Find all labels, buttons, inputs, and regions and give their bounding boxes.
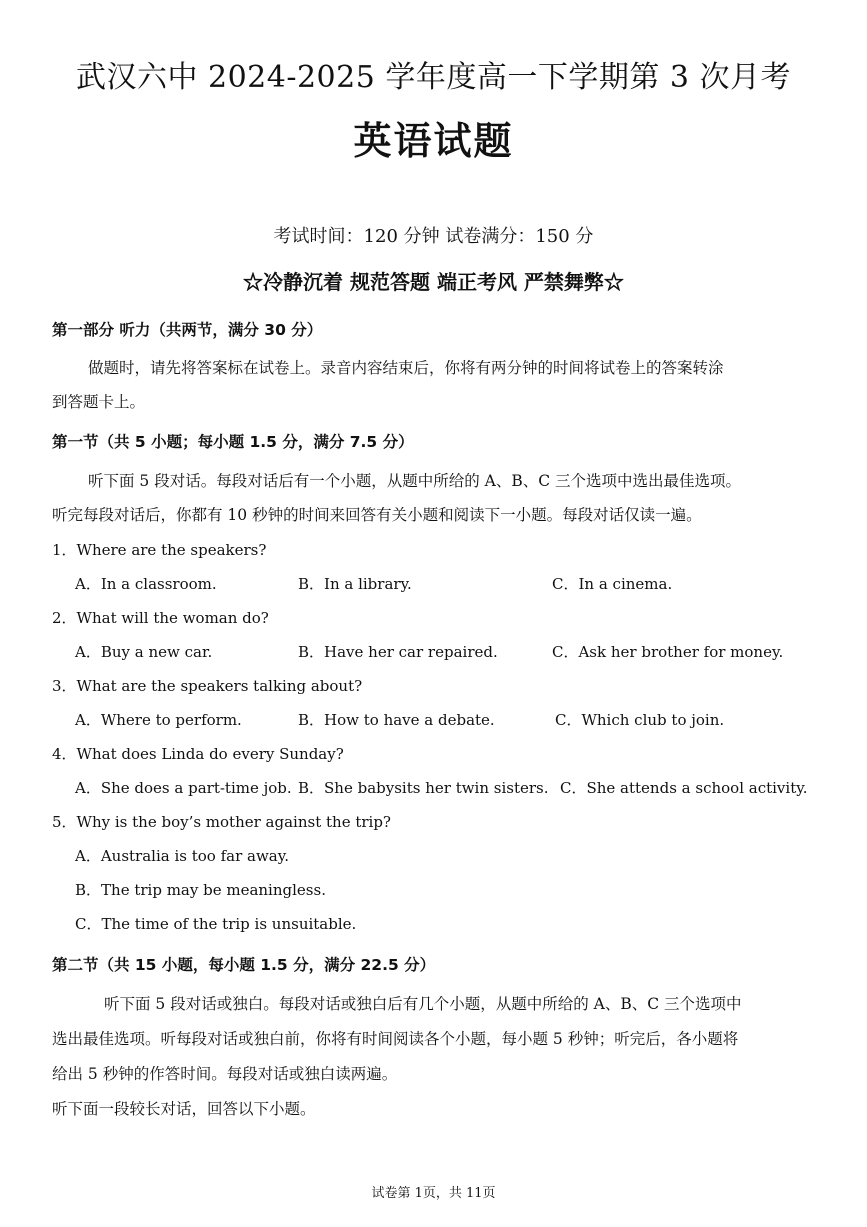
question-3-stem: 3．What are the speakers talking about? bbox=[52, 677, 363, 695]
question-4-option-b: B．She babysits her twin sisters. bbox=[298, 779, 549, 797]
section2-instruction-cont-2: 给出 5 秒钟的作答时间。每段对话或独白读两遍。 bbox=[52, 1065, 398, 1083]
question-2-option-a: A．Buy a new car. bbox=[75, 643, 213, 661]
page-footer: 试卷第 1页，共 11页 bbox=[371, 1186, 496, 1201]
question-5-option-a: A．Australia is too far away. bbox=[75, 847, 289, 865]
question-4-option-a: A．She does a part-time job. bbox=[75, 779, 292, 797]
question-4-stem: 4．What does Linda do every Sunday? bbox=[52, 745, 344, 763]
question-1-option-a: A．In a classroom. bbox=[75, 575, 217, 593]
question-3-option-a: A．Where to perform. bbox=[75, 711, 242, 729]
section2-heading: 第二节（共 15 小题，每小题 1.5 分，满分 22.5 分） bbox=[52, 956, 436, 974]
question-1-option-c: C．In a cinema. bbox=[552, 575, 673, 593]
section2-instruction-cont-1: 选出最佳选项。听每段对话或独白前，你将有时间阅读各个小题，每小题 5 秒钟；听完后，各小题将 bbox=[52, 1030, 739, 1048]
section2-lead: 听下面一段较长对话，回答以下小题。 bbox=[52, 1100, 316, 1118]
exam-subtitle: 英语试题 bbox=[353, 119, 514, 163]
part1-heading: 第一部分 听力（共两节，满分 30 分） bbox=[52, 321, 323, 339]
question-4-option-c: C．She attends a school activity. bbox=[560, 779, 808, 797]
question-3-option-b: B．How to have a debate. bbox=[298, 711, 495, 729]
question-2-stem: 2．What will the woman do? bbox=[52, 609, 269, 627]
section1-instruction-cont: 听完每段对话后，你都有 10 秒钟的时间来回答有关小题和阅读下一小题。每段对话仅读一遍。 bbox=[52, 506, 702, 524]
question-3-option-c: C．Which club to join. bbox=[555, 711, 725, 729]
question-1-stem: 1．Where are the speakers? bbox=[52, 541, 267, 559]
exam-motto: ☆冷静沉着 规范答题 端正考风 严禁舞弊☆ bbox=[243, 270, 624, 294]
exam-info: 考试时间：120 分钟 试卷满分：150 分 bbox=[273, 226, 594, 247]
exam-title: 武汉六中 2024-2025 学年度高一下学期第 3 次月考 bbox=[75, 60, 792, 95]
section2-instruction: 听下面 5 段对话或独白。每段对话或独白后有几个小题，从题中所给的 A、B、C 三个选项中 bbox=[104, 995, 742, 1013]
question-5-option-c: C．The time of the trip is unsuitable. bbox=[75, 915, 357, 933]
question-1-option-b: B．In a library. bbox=[298, 575, 412, 593]
question-2-option-c: C．Ask her brother for money. bbox=[552, 643, 784, 661]
part1-instruction-cont: 到答题卡上。 bbox=[52, 393, 146, 411]
question-5-option-b: B．The trip may be meaningless. bbox=[75, 881, 326, 899]
section1-instruction: 听下面 5 段对话。每段对话后有一个小题，从题中所给的 A、B、C 三个选项中选出最佳选项。 bbox=[88, 472, 742, 490]
question-2-option-b: B．Have her car repaired. bbox=[298, 643, 498, 661]
question-5-stem: 5．Why is the boy’s mother against the trip? bbox=[52, 813, 391, 831]
part1-instruction: 做题时，请先将答案标在试卷上。录音内容结束后，你将有两分钟的时间将试卷上的答案转涂 bbox=[88, 359, 724, 377]
section1-heading: 第一节（共 5 小题；每小题 1.5 分，满分 7.5 分） bbox=[52, 433, 414, 451]
